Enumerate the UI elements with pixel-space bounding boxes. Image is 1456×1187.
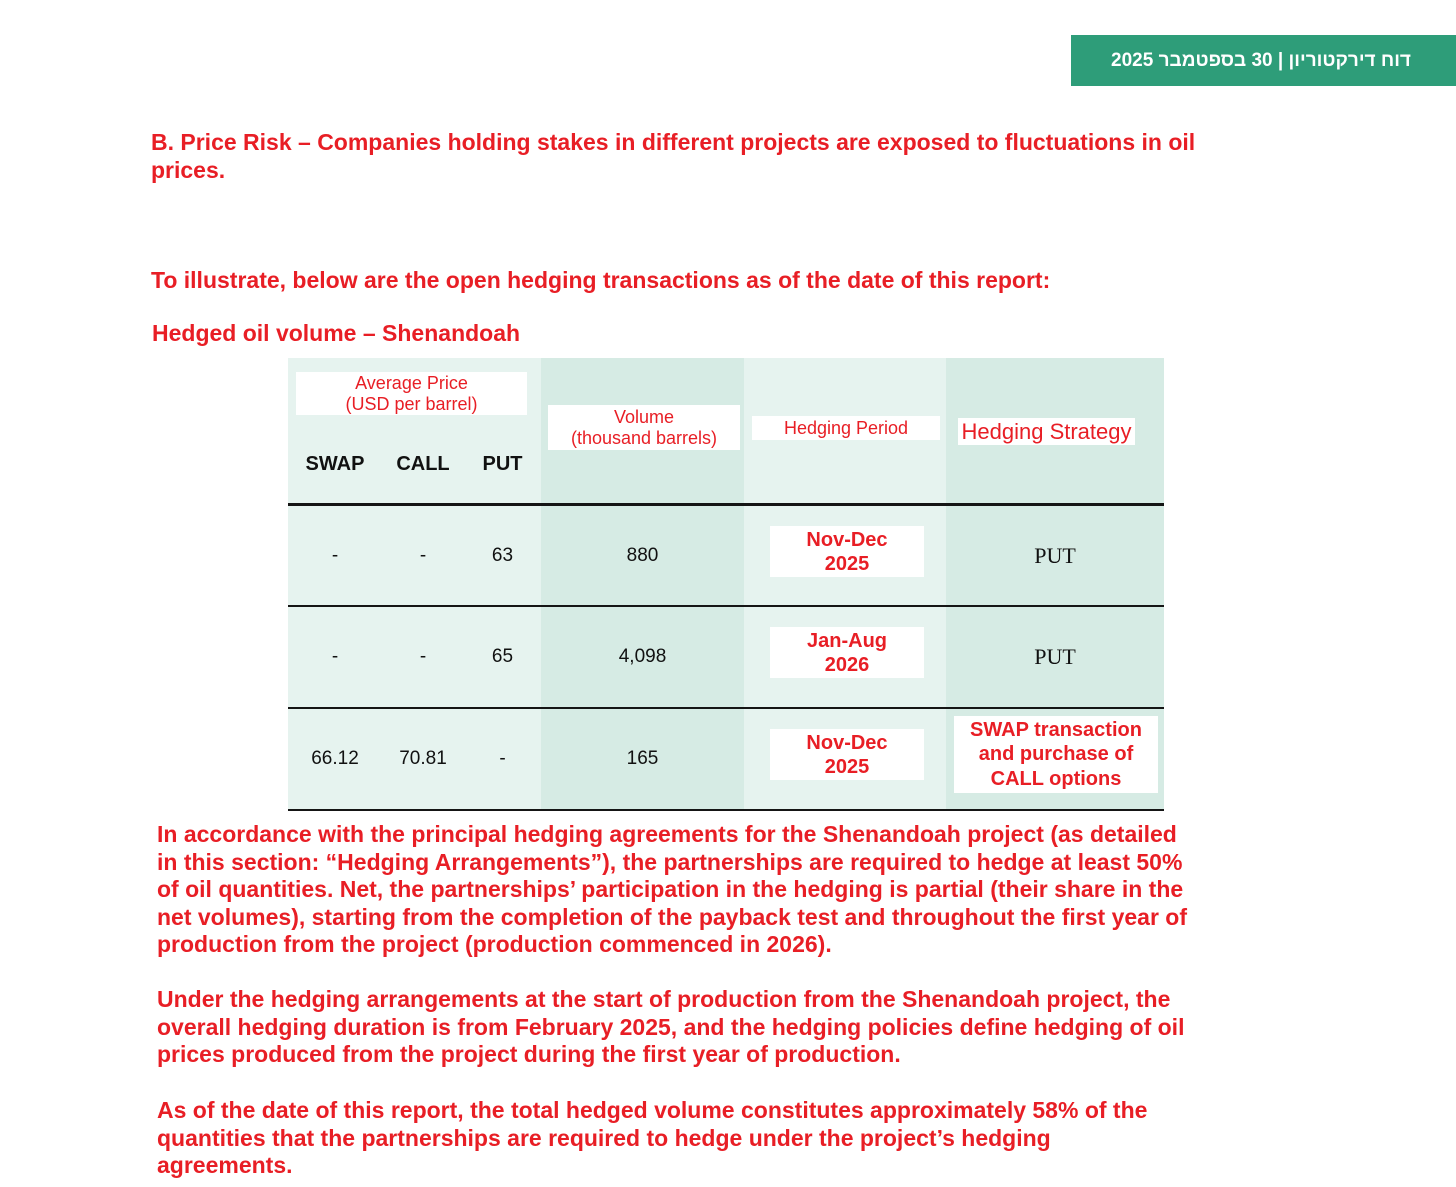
cell-call: 70.81 (399, 748, 447, 769)
cell-volume: 4,098 (618, 646, 667, 667)
cell-volume: 165 (626, 748, 659, 769)
cell-swap: 66.12 (311, 748, 359, 769)
section-title-line: B. Price Risk – Companies holding stakes in different projects are exposed to fluctuations in oil (151, 129, 1196, 155)
paragraph-line: quantities that the partnerships are required to hedge under the project’s hedging (157, 1124, 1051, 1151)
volume-header-line: (thousand barrels) (570, 427, 718, 448)
strategy-line: CALL options (990, 767, 1122, 790)
period-line: 2025 (824, 552, 870, 575)
cell-swap: - (331, 544, 339, 566)
volume-header (548, 405, 740, 450)
put-column-header: PUT (482, 453, 523, 475)
strategy-line: SWAP transaction (970, 718, 1142, 741)
paragraph-line: As of the date of this report, the total hedged volume constitutes approximately 58% of the (157, 1097, 1148, 1123)
cell-volume: 880 (626, 544, 659, 566)
section-title (151, 128, 1195, 184)
volume-header-line: Volume (613, 406, 675, 427)
intro-text: To illustrate, below are the open hedging transactions as of the date of this report: (151, 267, 1051, 293)
period-label-box (770, 526, 924, 577)
paragraph-line: In accordance with the principal hedging agreements for the Shenandoah project (as detailed (157, 821, 1177, 847)
report-header-title: דוח דירקטוריון | 30 בספטמבר 2025 (1111, 50, 1411, 71)
paragraph-hedging-agreements (157, 821, 1187, 959)
paragraph-line: in this section: “Hedging Arrangements”), the partnerships are required to hedge at least 50% (157, 848, 1183, 875)
table-title: Hedged oil volume – Shenandoah (152, 320, 521, 346)
cell-call: - (419, 544, 427, 566)
call-column-header: CALL (396, 453, 450, 475)
table-header-row (288, 358, 1164, 503)
period-line: Nov-Dec (806, 731, 888, 754)
hedging-table (288, 358, 1164, 811)
strategy-label-box (954, 716, 1158, 793)
cell-period (744, 506, 946, 605)
cell-strategy (946, 709, 1164, 809)
paragraph-line: agreements. (157, 1152, 293, 1178)
paragraph-line: Under the hedging arrangements at the start of production from the Shenandoah project, the (157, 986, 1171, 1012)
section-title-line: prices. (151, 157, 226, 183)
paragraph-line: prices produced from the project during the first year of production. (157, 1041, 901, 1067)
cell-swap: - (331, 646, 339, 667)
average-price-header-line: (USD per barrel) (345, 393, 478, 414)
period-line: 2026 (824, 653, 870, 676)
paragraph-hedged-volume (157, 1097, 1147, 1180)
period-line: Nov-Dec (806, 528, 888, 551)
paragraph-hedging-duration (157, 986, 1184, 1069)
cell-strategy: PUT (1034, 644, 1076, 669)
cell-strategy: PUT (1034, 542, 1076, 568)
table-row (288, 709, 1164, 809)
paragraph-line: net volumes), starting from the completion of the payback test and throughout the first year of (157, 903, 1187, 930)
swap-column-header: SWAP (305, 453, 365, 475)
table-row (288, 506, 1164, 605)
average-price-header-line: Average Price (355, 372, 468, 393)
period-label-box (770, 627, 924, 678)
report-header-bar (1071, 35, 1456, 86)
period-line: Jan-Aug (807, 629, 887, 652)
paragraph-line: of oil quantities. Net, the partnerships’ participation in the hedging is partial (their share in the (157, 876, 1184, 902)
strategy-line: and purchase of (978, 743, 1134, 766)
period-label-box (770, 729, 924, 780)
cell-put: 63 (491, 544, 514, 566)
average-price-header (296, 372, 527, 415)
period-line: 2025 (824, 755, 870, 778)
row-divider (288, 809, 1164, 811)
table-row (288, 607, 1164, 707)
cell-period (744, 709, 946, 809)
cell-call: - (419, 646, 427, 667)
cell-put: - (499, 748, 506, 769)
cell-period (744, 607, 946, 707)
hedging-period-header: Hedging Period (752, 416, 940, 440)
cell-put: 65 (491, 646, 514, 667)
hedging-strategy-header: Hedging Strategy (958, 418, 1135, 445)
paragraph-line: overall hedging duration is from February 2025, and the hedging policies define hedging of oil (157, 1013, 1185, 1040)
paragraph-line: production from the project (production commenced in 2026). (157, 931, 832, 957)
